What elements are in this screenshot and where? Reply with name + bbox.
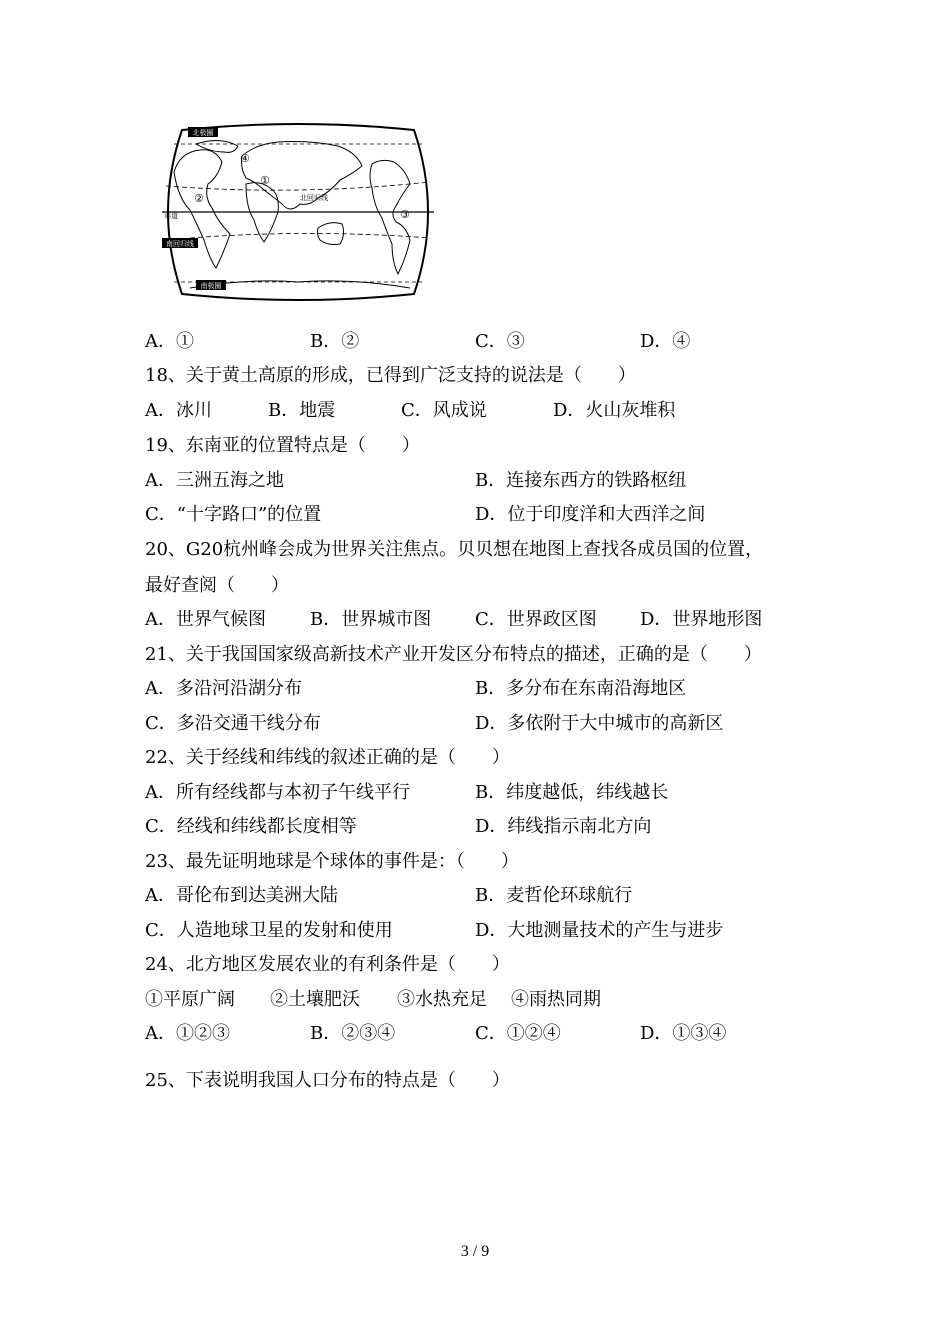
marker-1: ① [260, 174, 270, 187]
q22-option-b[interactable]: B．纬度越低，纬线越长 [475, 782, 669, 803]
q18-option-d[interactable]: D．火山灰堆积 [553, 400, 676, 421]
q20-option-b[interactable]: B．世界城市图 [310, 609, 432, 630]
marker-2: ② [194, 192, 204, 205]
marker-4: ④ [240, 152, 250, 165]
q25-stem: 25、下表说明我国人口分布的特点是（ ） [145, 1070, 510, 1091]
q24-condition-3: ③水热充足 [397, 989, 487, 1010]
q23-option-c[interactable]: C．人造地球卫星的发射和使用 [145, 920, 393, 941]
q22-stem: 22、关于经线和纬线的叙述正确的是（ ） [145, 747, 510, 768]
q20-option-a[interactable]: A．世界气候图 [145, 609, 266, 630]
equator-label: 赤道 [164, 212, 178, 220]
world-map-svg [160, 122, 436, 302]
tropic-cancer-label: 北回归线 [300, 194, 328, 202]
q22-option-a[interactable]: A．所有经线都与本初子午线平行 [145, 782, 410, 803]
marker-3: ③ [400, 208, 410, 221]
q21-option-a[interactable]: A．多沿河沿湖分布 [145, 678, 302, 699]
q20-option-c[interactable]: C．世界政区图 [475, 609, 597, 630]
q24-option-a[interactable]: A．①②③ [145, 1023, 230, 1044]
page-number: 3 / 9 [460, 1243, 490, 1260]
q18-stem: 18、关于黄土高原的形成，已得到广泛支持的说法是（ ） [145, 365, 636, 386]
q17-option-a[interactable]: A．① [145, 331, 194, 352]
q23-option-a[interactable]: A．哥伦布到达美洲大陆 [145, 885, 338, 906]
q19-option-c[interactable]: C．“十字路口”的位置 [145, 504, 322, 525]
q18-option-a[interactable]: A．冰川 [145, 400, 212, 421]
q22-option-d[interactable]: D．纬线指示南北方向 [475, 816, 652, 837]
world-map-figure [160, 122, 436, 302]
q19-stem: 19、东南亚的位置特点是（ ） [145, 435, 420, 456]
q24-condition-4: ④雨热同期 [511, 989, 601, 1010]
q18-option-b[interactable]: B．地震 [268, 400, 336, 421]
q24-option-b[interactable]: B．②③④ [310, 1023, 396, 1044]
q18-option-c[interactable]: C．风成说 [401, 400, 487, 421]
q21-stem: 21、关于我国国家级高新技术产业开发区分布特点的描述，正确的是（ ） [145, 644, 762, 665]
q24-condition-1: ①平原广阔 [145, 989, 235, 1010]
q19-option-a[interactable]: A．三洲五海之地 [145, 470, 284, 491]
q21-option-c[interactable]: C．多沿交通干线分布 [145, 713, 321, 734]
tropic-capricorn-label: 南回归线 [166, 240, 194, 248]
q19-option-b[interactable]: B．连接东西方的铁路枢纽 [475, 470, 687, 491]
q17-option-b[interactable]: B．② [310, 331, 360, 352]
q22-option-c[interactable]: C．经线和纬线都长度相等 [145, 816, 357, 837]
q23-option-b[interactable]: B．麦哲伦环球航行 [475, 885, 633, 906]
q20-stem-line2: 最好查阅（ ） [145, 575, 289, 596]
q21-option-b[interactable]: B．多分布在东南沿海地区 [475, 678, 687, 699]
q19-option-d[interactable]: D．位于印度洋和大西洋之间 [475, 504, 706, 525]
arctic-label: 北极圈 [192, 129, 214, 137]
q24-option-d[interactable]: D．①③④ [640, 1023, 727, 1044]
q24-condition-2: ②土壤肥沃 [270, 989, 360, 1010]
q20-option-d[interactable]: D．世界地形图 [640, 609, 763, 630]
q21-option-d[interactable]: D．多依附于大中城市的高新区 [475, 713, 724, 734]
q23-option-d[interactable]: D．大地测量技术的产生与进步 [475, 920, 724, 941]
q17-option-d[interactable]: D．④ [640, 331, 691, 352]
q17-option-c[interactable]: C．③ [475, 331, 525, 352]
q24-option-c[interactable]: C．①②④ [475, 1023, 561, 1044]
q24-stem: 24、北方地区发展农业的有利条件是（ ） [145, 954, 510, 975]
antarctic-label: 南极圈 [200, 282, 222, 290]
q23-stem: 23、最先证明地球是个球体的事件是：（ ） [145, 851, 519, 872]
q20-stem-line1: 20、G20杭州峰会成为世界关注焦点。贝贝想在地图上查找各成员国的位置， [145, 539, 764, 560]
